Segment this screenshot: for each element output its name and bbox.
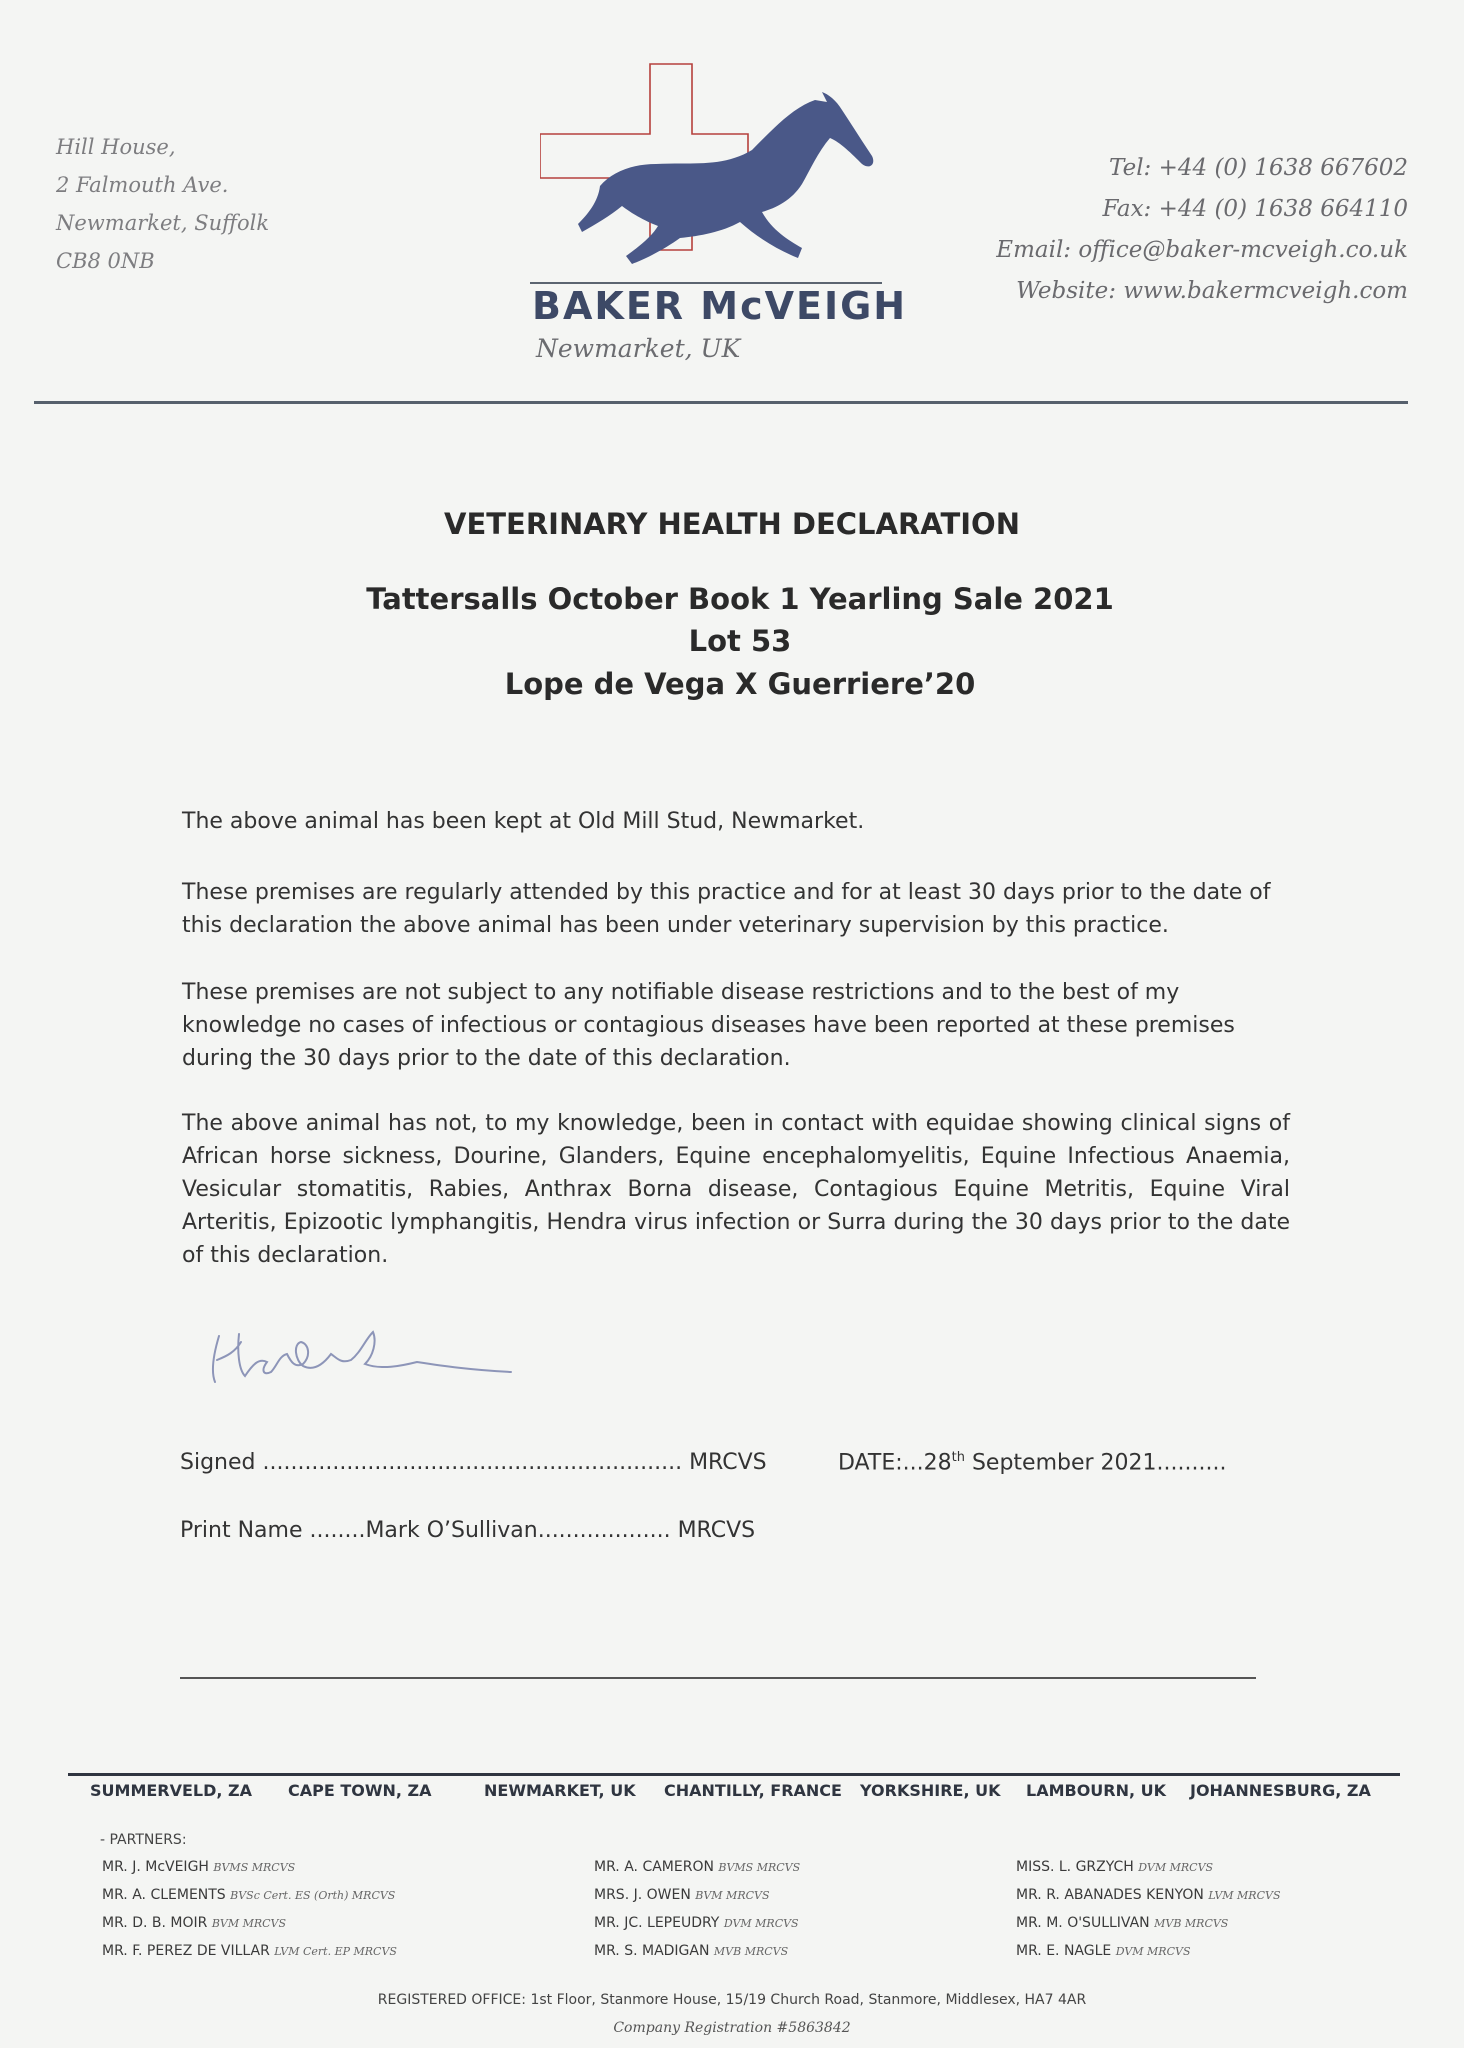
paragraph: The above animal has been kept at Old Mill Stud, Newmarket.	[182, 809, 865, 834]
partner-entry	[102, 1853, 397, 1881]
partner-name: MISS. L. GRZYCH	[1016, 1859, 1134, 1875]
print-name-line	[180, 1518, 755, 1543]
footer-divider	[68, 1773, 1400, 1776]
partner-name: MR. A. CAMERON	[594, 1859, 714, 1875]
office-locations	[90, 1781, 1390, 1811]
partner-quals: BVSc Cert. ES (Orth) MRCVS	[230, 1889, 396, 1902]
partner-entry	[102, 1909, 397, 1937]
address-line: CB8 0NB	[56, 249, 155, 273]
print-name-value: Mark O’Sullivan	[365, 1518, 538, 1543]
signed-dots: ............................................................	[262, 1450, 683, 1475]
partner-name: MR. F. PEREZ DE VILLAR	[102, 1943, 270, 1959]
date-suffix: th	[951, 1450, 965, 1465]
address-line: 2 Falmouth Ave.	[56, 173, 229, 197]
partners-column	[594, 1853, 800, 1965]
brand-location: Newmarket, UK	[536, 334, 741, 363]
office-location: CHANTILLY, FRANCE	[664, 1781, 842, 1800]
partner-entry	[594, 1937, 800, 1965]
handwritten-signature	[205, 1312, 525, 1392]
sale-title: Tattersalls October Book 1 Yearling Sale 2021	[366, 582, 1114, 616]
contact-website: Website: www.bakermcveigh.com	[1016, 278, 1408, 304]
signed-label: Signed	[180, 1450, 263, 1475]
paragraph: These premises are regularly attended by this practice and for at least 30 days prior to the date of this declaration the above animal has been under veterinary supervision by this practice.	[182, 880, 1271, 938]
office-location: SUMMERVELD, ZA	[90, 1781, 253, 1800]
partner-name: MR. J. McVEIGH	[102, 1859, 209, 1875]
brand-name: BAKER McVEIGH	[532, 284, 908, 328]
address-line: Newmarket, Suffolk	[56, 211, 270, 235]
partner-quals: BVMS MRCVS	[213, 1861, 296, 1874]
partner-quals: DVM MRCVS	[1138, 1861, 1214, 1874]
partner-quals: LVM MRCVS	[1208, 1889, 1281, 1902]
partner-name: MRS. J. OWEN	[594, 1887, 691, 1903]
office-location: JOHANNESBURG, ZA	[1190, 1781, 1371, 1800]
paragraph: These premises are not subject to any notifiable disease restrictions and to the best of my knowledge no cases of infectious or contagious diseases have been reported at these premises during the 30 days prior to the date of this declaration.	[182, 980, 1235, 1071]
partner-quals: BVMS MRCVS	[718, 1861, 801, 1874]
print-name-label: Print Name ........	[180, 1518, 366, 1543]
signed-line	[180, 1450, 767, 1475]
office-location: YORKSHIRE, UK	[860, 1781, 1001, 1800]
partner-quals: MVB MRCVS	[1154, 1917, 1229, 1930]
address-line: Hill House,	[56, 135, 176, 159]
partner-name: MR. A. CLEMENTS	[102, 1887, 226, 1903]
office-location: LAMBOURN, UK	[1026, 1781, 1167, 1800]
office-location: CAPE TOWN, ZA	[288, 1781, 432, 1800]
date-line	[838, 1450, 1226, 1475]
partner-entry	[594, 1881, 800, 1909]
partner-quals: BVM MRCVS	[695, 1889, 770, 1902]
signature-divider	[180, 1677, 1256, 1679]
partners-column	[102, 1853, 397, 1965]
registered-office: REGISTERED OFFICE: 1st Floor, Stanmore House, 15/19 Church Road, Stanmore, Middlesex, HA7 4AR	[377, 1992, 1087, 2008]
paragraph: The above animal has not, to my knowledge, been in contact with equidae showing clinical signs of African horse sickness, Dourine, Glanders, Equine encephalomyelitis, Equine Infectious Anaemia, Vesicular stomatitis, Rabies, Anthrax Borna disease, Contagious Equine Metritis, Equine Viral Arteritis, Epizootic lymphangitis, Hendra virus infection or Surra during the 30 days prior to the date of this declaration.	[182, 1111, 1290, 1268]
horse-logo-icon	[540, 60, 900, 290]
partner-name: MR. S. MADIGAN	[594, 1943, 710, 1959]
partner-quals: DVM MRCVS	[1115, 1945, 1191, 1958]
partner-entry	[594, 1909, 800, 1937]
document-title: VETERINARY HEALTH DECLARATION	[444, 507, 1020, 541]
partner-name: MR. M. O'SULLIVAN	[1016, 1915, 1150, 1931]
partner-name: MR. E. NAGLE	[1016, 1943, 1112, 1959]
contact-email: Email: office@baker-mcveigh.co.uk	[996, 237, 1408, 263]
lot-number: Lot 53	[688, 624, 792, 658]
partner-entry	[1016, 1937, 1281, 1965]
header-divider	[34, 401, 1408, 404]
horse-name: Lope de Vega X Guerriere’20	[504, 667, 976, 701]
partner-entry	[594, 1853, 800, 1881]
company-registration: Company Registration #5863842	[613, 2020, 851, 2036]
partner-entry	[1016, 1881, 1281, 1909]
partner-entry	[102, 1937, 397, 1965]
letterhead-contact	[996, 148, 1408, 312]
contact-fax: Fax: +44 (0) 1638 664110	[1102, 196, 1408, 222]
partner-entry	[1016, 1853, 1281, 1881]
partner-name: MR. D. B. MOIR	[102, 1915, 208, 1931]
partner-quals: LVM Cert. EP MRCVS	[274, 1945, 397, 1958]
partner-entry	[1016, 1909, 1281, 1937]
partner-entry	[102, 1881, 397, 1909]
date-value: September 2021..........	[964, 1450, 1227, 1476]
partner-name: MR. R. ABANADES KENYON	[1016, 1887, 1204, 1903]
print-name-suffix: MRCVS	[670, 1518, 756, 1543]
partner-name: MR. JC. LEPEUDRY	[594, 1915, 720, 1931]
print-name-dots: ...................	[537, 1518, 671, 1543]
signed-suffix: MRCVS	[682, 1450, 767, 1475]
partner-quals: BVM MRCVS	[211, 1917, 287, 1930]
date-label: DATE:...28	[838, 1450, 952, 1476]
contact-tel: Tel: +44 (0) 1638 667602	[1109, 155, 1408, 181]
letterhead-address	[56, 128, 269, 280]
partners-label: - PARTNERS:	[100, 1832, 187, 1848]
partners-column	[1016, 1853, 1281, 1965]
partner-quals: DVM MRCVS	[723, 1917, 799, 1930]
partner-quals: MVB MRCVS	[713, 1945, 789, 1958]
office-location: NEWMARKET, UK	[484, 1781, 636, 1800]
